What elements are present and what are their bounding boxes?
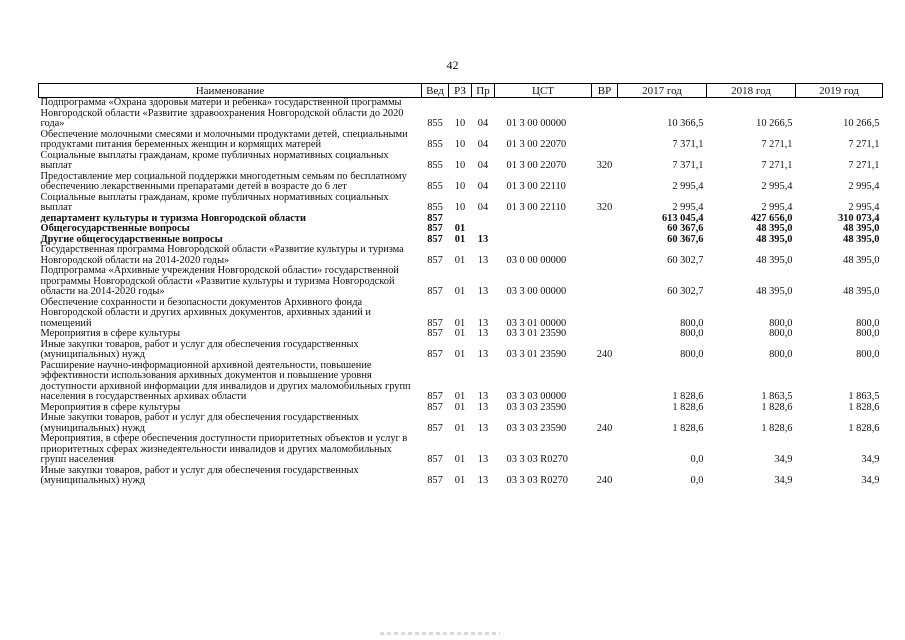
header-vr: ВР — [592, 84, 618, 98]
cell-2017: 7 371,1 — [672, 139, 704, 150]
cell-pr: 13 — [477, 233, 489, 245]
cell-2017: 0,0 — [690, 475, 704, 486]
cell-2019: 310 073,4 — [837, 212, 880, 224]
cell-vr: 320 — [596, 160, 613, 171]
cell-2019: 48 395,0 — [843, 254, 880, 266]
cell-pr: 04 — [477, 139, 489, 150]
table-row — [39, 172, 883, 193]
cell-2019: 2 995,4 — [848, 202, 880, 213]
cell-2017: 1 828,6 — [672, 391, 704, 402]
cell-cst: 03 3 00 00000 — [506, 286, 567, 297]
cell-name: Предоставление мер социальной поддержки многодетным семьям по бесплатному обеспечению лекарственными препаратами детей в возрасте до 6 лет — [40, 170, 407, 192]
header-2019: 2019 год — [796, 84, 883, 98]
cell-2018: 48 395,0 — [756, 286, 793, 297]
cell-pr: 13 — [477, 422, 489, 434]
cell-2019: 800,0 — [856, 317, 880, 329]
cell-pr: 13 — [477, 391, 489, 402]
cell-2017: 2 995,4 — [672, 181, 704, 192]
cell-ved: 855 — [427, 160, 443, 171]
cell-cst: 01 3 00 22110 — [506, 202, 566, 213]
cell-ved: 857 — [427, 254, 443, 266]
cell-pr: 04 — [477, 181, 489, 192]
cell-vr: 240 — [596, 349, 613, 360]
cell-rz: 01 — [454, 317, 466, 329]
cell-name: Расширение научно-информационной архивной деятельности, повышение эффективности использования архивных документов и повышение уровня доступности архивной информации для инвалидов и других маломобильных групп населения в государственных архивах области — [40, 359, 411, 402]
cell-name: Обеспечение сохранности и безопасности документов Архивного фонда Новгородской области и других архивных документов, архивных зданий и помещений — [40, 296, 371, 329]
cell-ved: 857 — [427, 223, 443, 234]
cell-rz: 01 — [454, 422, 466, 434]
cell-rz: 10 — [454, 118, 466, 129]
cell-ved: 857 — [427, 349, 443, 360]
cell-2019: 34,9 — [861, 475, 880, 486]
cell-2019: 2 995,4 — [848, 181, 880, 192]
cell-2019: 48 395,0 — [843, 286, 880, 297]
cell-ved: 857 — [427, 475, 443, 486]
cell-2018: 10 266,5 — [756, 118, 793, 129]
cell-name: Мероприятия в сфере культуры — [40, 401, 181, 413]
cell-2018: 7 271,1 — [761, 139, 793, 150]
header-cst: ЦСТ — [495, 84, 592, 98]
cell-2018: 48 395,0 — [756, 233, 793, 245]
cell-rz: 01 — [454, 475, 466, 486]
cell-cst: 03 3 01 23590 — [506, 328, 567, 339]
cell-cst — [495, 235, 592, 246]
scan-artifact — [380, 632, 500, 635]
cell-2019: 1 828,6 — [848, 401, 880, 413]
cell-rz: 10 — [454, 202, 466, 213]
table-row — [39, 361, 883, 403]
cell-2017: 1 828,6 — [672, 401, 704, 413]
cell-pr — [472, 214, 495, 225]
cell-2018: 427 656,0 — [750, 212, 793, 224]
table-row — [39, 413, 883, 434]
cell-name: Государственная программа Новгородской области «Развитие культуры и туризма Новгородской области на 2014-2020 годы» — [40, 244, 404, 266]
cell-2018: 34,9 — [774, 475, 793, 486]
cell-ved: 855 — [427, 202, 443, 213]
header-2018: 2018 год — [707, 84, 796, 98]
cell-vr — [592, 403, 618, 414]
cell-cst: 03 3 01 23590 — [506, 349, 567, 360]
cell-rz: 01 — [454, 254, 466, 266]
cell-2017: 60 367,6 — [667, 223, 704, 234]
cell-2018: 1 828,6 — [761, 401, 793, 413]
cell-name: департамент культуры и туризма Новгородской области — [40, 212, 307, 224]
cell-ved: 857 — [427, 212, 443, 224]
cell-vr — [592, 329, 618, 340]
cell-2018: 48 395,0 — [756, 254, 793, 266]
header-name: Наименование — [39, 84, 422, 98]
cell-vr — [592, 266, 618, 298]
cell-2019: 48 395,0 — [843, 223, 880, 234]
cell-vr — [592, 434, 618, 466]
cell-2018: 48 395,0 — [756, 223, 793, 234]
cell-cst: 03 3 01 00000 — [506, 317, 567, 329]
cell-2018: 800,0 — [769, 349, 793, 360]
cell-rz: 01 — [454, 286, 466, 297]
table-row — [39, 329, 883, 340]
cell-vr — [592, 214, 618, 225]
cell-ved: 857 — [427, 317, 443, 329]
cell-cst: 03 0 00 00000 — [506, 254, 567, 266]
cell-2017: 60 302,7 — [667, 286, 704, 297]
cell-2019: 1 863,5 — [848, 391, 880, 402]
cell-pr: 13 — [477, 401, 489, 413]
cell-pr: 13 — [477, 328, 489, 339]
cell-pr: 04 — [477, 202, 489, 213]
header-ved: Вед — [422, 84, 449, 98]
cell-2019: 800,0 — [856, 349, 880, 360]
cell-name: Подпрограмма «Архивные учреждения Новгородской области» государственной программы Новгородской области «Развитие культуры и туризма Новгородской области на 2014-2020 годы» — [40, 265, 399, 297]
cell-2018: 34,9 — [774, 454, 793, 465]
cell-2019: 7 271,1 — [848, 160, 880, 171]
table-row — [39, 151, 883, 172]
cell-2017: 0,0 — [690, 454, 704, 465]
table-row — [39, 266, 883, 298]
table-row — [39, 245, 883, 266]
header-2017: 2017 год — [618, 84, 707, 98]
cell-cst: 01 3 00 00000 — [506, 118, 567, 129]
cell-rz: 01 — [454, 454, 466, 465]
cell-vr — [592, 172, 618, 193]
header-rz: РЗ — [449, 84, 472, 98]
table-row — [39, 466, 883, 487]
cell-rz: 10 — [454, 160, 466, 171]
cell-pr: 13 — [477, 349, 489, 360]
cell-2019: 7 271,1 — [848, 139, 880, 150]
cell-vr: 240 — [596, 422, 613, 434]
cell-ved: 857 — [427, 454, 443, 465]
cell-2018: 7 271,1 — [761, 160, 793, 171]
cell-pr: 04 — [477, 160, 489, 171]
cell-name: Иные закупки товаров, работ и услуг для обеспечения государственных (муниципальных) нужд — [40, 464, 359, 486]
header-pr: Пр — [472, 84, 495, 98]
cell-vr — [592, 98, 618, 130]
cell-vr — [592, 130, 618, 151]
cell-2019: 34,9 — [861, 454, 880, 465]
cell-2017: 800,0 — [680, 317, 704, 329]
cell-pr: 13 — [477, 454, 489, 465]
cell-rz: 10 — [454, 139, 466, 150]
cell-2018: 1 828,6 — [761, 422, 793, 434]
cell-ved: 857 — [427, 422, 443, 434]
table-row — [39, 98, 883, 130]
cell-vr — [592, 298, 618, 330]
cell-2017: 60 302,7 — [667, 254, 704, 266]
table-row — [39, 298, 883, 330]
cell-name: Социальные выплаты гражданам, кроме публичных нормативных социальных выплат — [40, 149, 389, 171]
cell-cst: 03 3 03 23590 — [506, 401, 567, 413]
cell-cst: 03 3 03 R0270 — [506, 454, 568, 465]
cell-2017: 10 366,5 — [667, 118, 704, 129]
cell-ved: 855 — [427, 139, 443, 150]
cell-name: Другие общегосударственные вопросы — [40, 233, 223, 245]
page-number: 42 — [446, 58, 459, 72]
table-row — [39, 434, 883, 466]
cell-pr: 13 — [477, 317, 489, 329]
cell-2017: 2 995,4 — [672, 202, 704, 213]
cell-cst — [495, 214, 592, 225]
cell-ved: 855 — [427, 181, 443, 192]
cell-vr — [592, 245, 618, 266]
cell-rz: 01 — [454, 391, 466, 402]
cell-2018: 2 995,4 — [761, 181, 793, 192]
cell-2017: 613 045,4 — [661, 212, 704, 224]
cell-rz: 01 — [454, 328, 466, 339]
cell-rz: 01 — [454, 349, 466, 360]
cell-2018: 2 995,4 — [761, 202, 793, 213]
cell-2018: 800,0 — [769, 317, 793, 329]
cell-ved: 857 — [427, 328, 443, 339]
cell-rz: 10 — [454, 181, 466, 192]
cell-2018: 1 863,5 — [761, 391, 793, 402]
cell-name: Мероприятия, в сфере обеспечения доступности приоритетных объектов и услуг в приоритетных сферах жизнедеятельности инвалидов и других маломобильных групп населения — [40, 433, 408, 465]
cell-2017: 800,0 — [680, 349, 704, 360]
cell-2018: 800,0 — [769, 328, 793, 339]
cell-cst — [495, 224, 592, 235]
cell-2019: 48 395,0 — [843, 233, 880, 245]
cell-cst: 03 3 03 23590 — [506, 422, 567, 434]
cell-vr — [592, 235, 618, 246]
table-row — [39, 130, 883, 151]
cell-name: Иные закупки товаров, работ и услуг для обеспечения государственных (муниципальных) нужд — [40, 412, 359, 434]
cell-pr: 04 — [477, 118, 489, 129]
cell-cst: 01 3 00 22070 — [506, 160, 567, 171]
table-row — [39, 193, 883, 214]
cell-2019: 800,0 — [856, 328, 880, 339]
cell-cst: 01 3 00 22070 — [506, 139, 567, 150]
cell-2017: 800,0 — [680, 328, 704, 339]
cell-name: Иные закупки товаров, работ и услуг для обеспечения государственных (муниципальных) нужд — [40, 338, 359, 360]
cell-rz: 01 — [454, 223, 466, 234]
cell-pr: 13 — [477, 254, 489, 266]
cell-ved: 857 — [427, 286, 443, 297]
cell-2017: 1 828,6 — [672, 422, 704, 434]
table-body — [39, 98, 883, 487]
cell-2017: 60 367,6 — [667, 233, 704, 245]
cell-name: Обеспечение молочными смесями и молочными продуктами детей, специальными продуктами питания беременных женщин и кормящих матерей — [40, 128, 408, 150]
cell-ved: 857 — [427, 391, 443, 402]
cell-name: Подпрограмма «Охрана здоровья матери и ребенка» государственной программы Новгородской области «Развитие здравоохранения Новгородской области до 2020 года» — [40, 97, 404, 129]
cell-2019: 10 266,5 — [843, 118, 880, 129]
cell-vr: 320 — [596, 202, 613, 213]
cell-name: Мероприятия в сфере культуры — [40, 328, 181, 339]
cell-name: Общегосударственные вопросы — [40, 223, 190, 234]
cell-ved: 857 — [427, 233, 443, 245]
cell-rz: 01 — [454, 401, 466, 413]
table-row — [39, 340, 883, 361]
table-header-row — [39, 84, 883, 98]
cell-rz: 01 — [454, 233, 466, 245]
cell-pr — [472, 224, 495, 235]
table-row — [39, 224, 883, 235]
cell-2017: 7 371,1 — [672, 160, 704, 171]
cell-vr — [592, 224, 618, 235]
cell-vr: 240 — [596, 475, 613, 486]
cell-cst: 01 3 00 22110 — [506, 181, 566, 192]
cell-2019: 1 828,6 — [848, 422, 880, 434]
cell-cst: 03 3 03 R0270 — [506, 475, 568, 486]
cell-ved: 857 — [427, 401, 443, 413]
cell-pr: 13 — [477, 475, 489, 486]
cell-vr — [592, 361, 618, 403]
cell-ved: 855 — [427, 118, 443, 129]
cell-cst: 03 3 03 00000 — [506, 391, 567, 402]
cell-pr: 13 — [477, 286, 489, 297]
budget-table — [38, 83, 883, 487]
cell-name: Социальные выплаты гражданам, кроме публичных нормативных социальных выплат — [40, 191, 389, 213]
